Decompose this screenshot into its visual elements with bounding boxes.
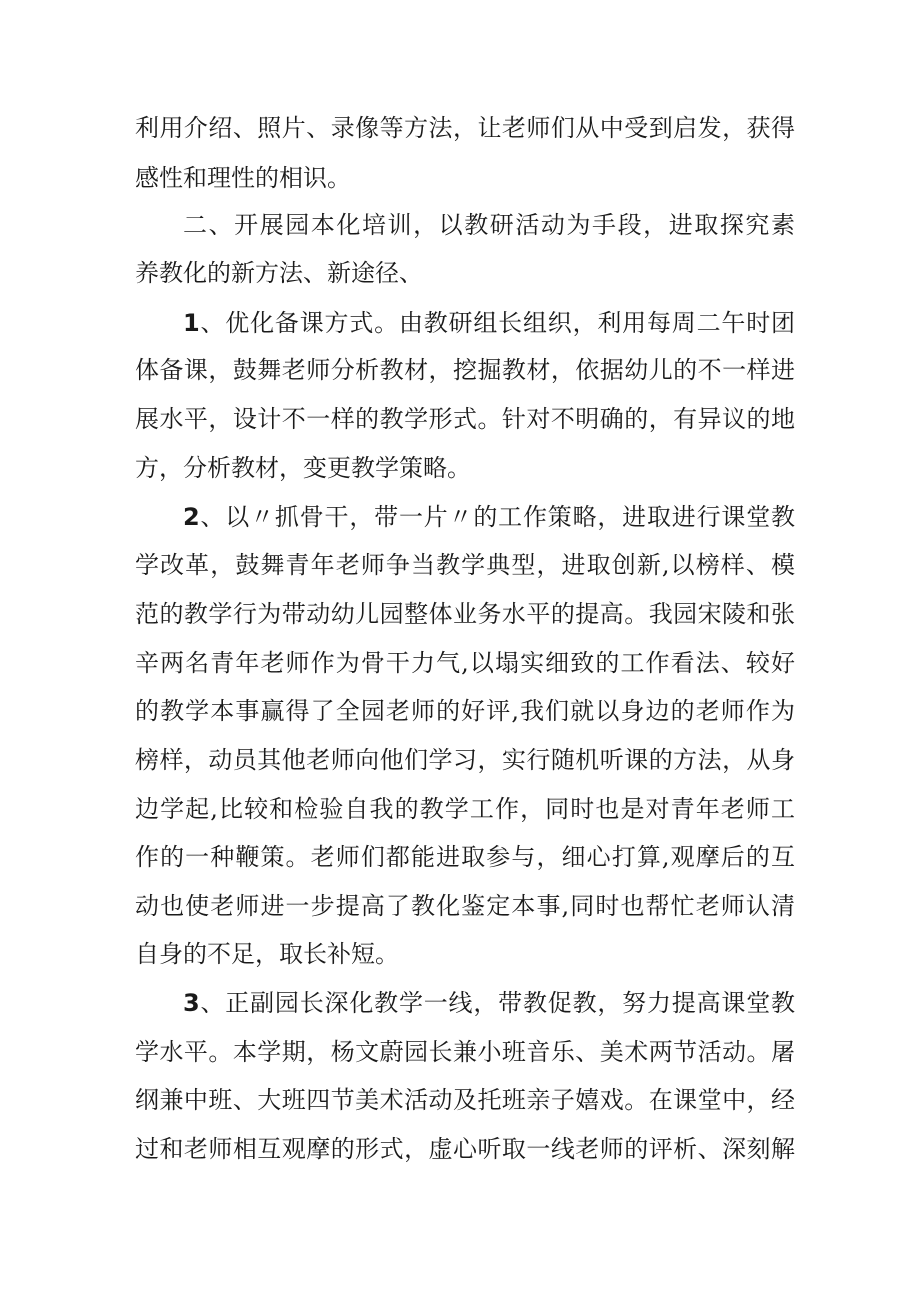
paragraph-1-line-1: 利用介绍、照片、录像等方法，让老师们从中受到启发，获得 <box>135 114 795 142</box>
document-body <box>135 0 795 1301</box>
paragraph-3-line-2: 体备课，鼓舞老师分析教材，挖掘教材，依据幼儿的不一样进 <box>135 356 795 384</box>
paragraph-1-line-2: 感性和理性的相识。 <box>135 164 351 192</box>
paragraph-3-line-4: 方，分析教材，变更教学策略。 <box>135 454 471 482</box>
paragraph-4-line-8: 作的一种鞭策。老师们都能进取参与，细心打算,观摩后的互 <box>135 843 795 871</box>
paragraph-4-line-5: 的教学本事赢得了全园老师的好评,我们就以身边的老师作为 <box>135 697 795 725</box>
paragraph-2-line-2: 养教化的新方法、新途径、 <box>135 259 423 287</box>
paragraph-2-line-1: 二、开展园本化培训，以教研活动为手段，进取探究素 <box>183 211 795 239</box>
paragraph-4-line-2: 学改革，鼓舞青年老师争当教学典型，进取创新,以榜样、模 <box>135 551 795 579</box>
paragraph-5-line-1-text: 、正副园长深化教学一线，带教促教，努力提高课堂教 <box>199 989 795 1017</box>
item-number: 2 <box>183 503 200 531</box>
paragraph-5-line-3: 纲兼中班、大班四节美术活动及托班亲子嬉戏。在课堂中，经 <box>135 1086 795 1114</box>
paragraph-4-line-6: 榜样，动员其他老师向他们学习，实行随机听课的方法，从身 <box>135 746 795 774</box>
paragraph-4-line-1 <box>183 502 795 532</box>
item-number: 1 <box>183 309 200 337</box>
paragraph-4-line-3: 范的教学行为带动幼儿园整体业务水平的提高。我园宋陵和张 <box>135 600 795 628</box>
paragraph-5-line-4: 过和老师相互观摩的形式，虚心听取一线老师的评析、深刻解 <box>135 1135 795 1163</box>
paragraph-4-line-1-text: 、以〃抓骨干，带一片〃的工作策略，进取进行课堂教 <box>199 503 795 531</box>
paragraph-5-line-1 <box>183 988 795 1018</box>
paragraph-4-line-4: 辛两名青年老师作为骨干力气,以塌实细致的工作看法、较好 <box>135 649 795 677</box>
paragraph-4-line-10: 自身的不足，取长补短。 <box>135 940 399 968</box>
paragraph-4-line-7: 边学起,比较和检验自我的教学工作，同时也是对青年老师工 <box>135 795 795 823</box>
paragraph-3-line-3: 展水平，设计不一样的教学形式。针对不明确的，有异议的地 <box>135 405 795 433</box>
paragraph-4-line-9: 动也使老师进一步提高了教化鉴定本事,同时也帮忙老师认清 <box>135 892 795 920</box>
paragraph-3-line-1-text: 、优化备课方式。由教研组长组织，利用每周二午时团 <box>199 309 795 337</box>
item-number: 3 <box>183 989 200 1017</box>
paragraph-3-line-1 <box>183 308 795 338</box>
paragraph-5-line-2: 学水平。本学期，杨文蔚园长兼小班音乐、美术两节活动。屠 <box>135 1038 795 1066</box>
